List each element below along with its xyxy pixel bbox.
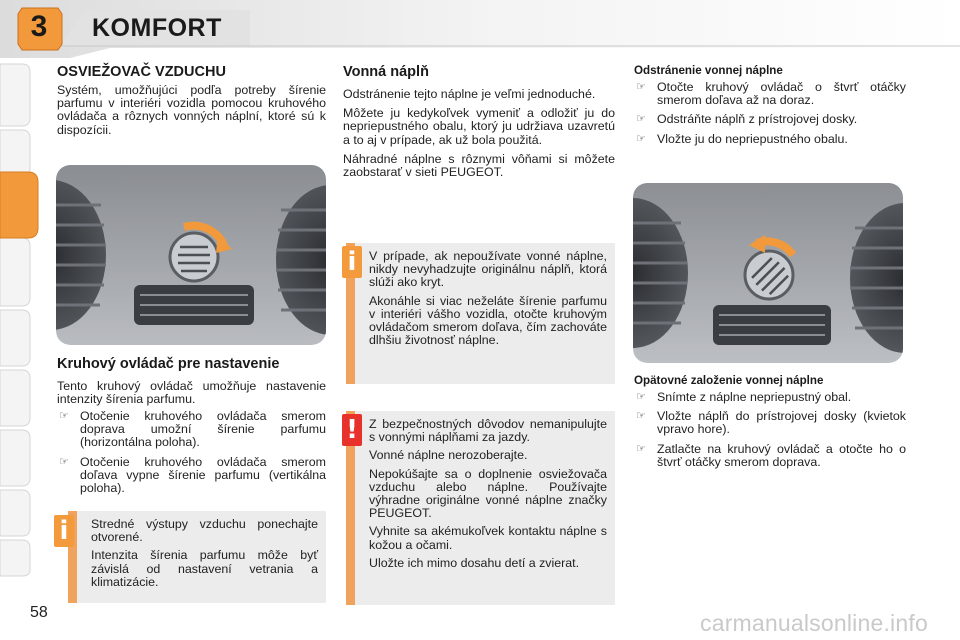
hand-pointer-icon: ☞	[59, 455, 69, 468]
hand-pointer-icon: ☞	[636, 132, 646, 145]
intro-paragraph: Systém, umožňujúci podľa potreby šírenie parfumu v interiéri vozidla pomocou kruhového ovládača a rôznych vonných náplní, ktoré sú k dispozícii.	[57, 83, 326, 137]
list-item	[57, 456, 326, 496]
chapter-tabs	[0, 58, 40, 578]
knob-list	[57, 410, 326, 501]
cartridge-paragraph: Odstránenie tejto náplne je veľmi jednoduché.	[343, 87, 596, 101]
note-paragraph: Uložte ich mimo dosahu detí a zvierat.	[369, 555, 580, 570]
hand-pointer-icon: ☞	[636, 391, 646, 403]
list-item-text: Odstráňte náplň z prístrojovej dosky.	[657, 112, 858, 127]
list-item-text: Vložte náplň do prístrojovej dosky (kvietok vpravo hore).	[657, 409, 906, 437]
list-item	[57, 410, 326, 450]
note-paragraph: Nepokúšajte sa o doplnenie osviežovača vzduchu alebo náplne. Používajte výhradne originálne vonné náplne značky PEUGEOT.	[369, 466, 607, 521]
cartridge-removal-photo	[633, 183, 903, 363]
subsection-title-remove: Odstránenie vonnej náplne	[634, 64, 783, 77]
note-paragraph: Vonné náplne nerozoberajte.	[369, 448, 528, 463]
info-note-vents	[68, 511, 326, 603]
info-note-cartridge	[346, 243, 615, 384]
remove-list	[634, 81, 906, 152]
active-chapter-tab	[0, 172, 38, 238]
list-item	[634, 81, 906, 107]
cartridge-text	[343, 88, 615, 185]
hand-pointer-icon: ☞	[636, 81, 646, 93]
chapter-title: KOMFORT	[92, 14, 222, 42]
list-item-text: Otočenie kruhového ovládača smerom doľava vypne šírenie parfumu (vertikálna poloha).	[80, 454, 326, 496]
knob-intro	[57, 380, 326, 412]
cartridge-paragraph: Môžete ju kedykoľvek vymeniť a odložiť ju do nepriepustného obalu, ktorý ju udržiava uzavretú a to aj v prípade, ak už bola použitá.	[343, 106, 615, 147]
chapter-number: 3	[30, 10, 48, 43]
info-icon: i	[54, 515, 74, 547]
hand-pointer-icon: ☞	[636, 410, 646, 423]
list-item	[634, 410, 906, 436]
note-paragraph: Stredné výstupy vzduchu ponechajte otvorené.	[91, 517, 318, 545]
note-paragraph: Z bezpečnostných dôvodov nemanipulujte s vonnými náplňami za jazdy.	[369, 417, 607, 445]
section-title-cartridge: Vonná náplň	[343, 64, 429, 80]
warning-icon: !	[342, 414, 362, 446]
hand-pointer-icon: ☞	[636, 113, 646, 126]
subsection-title-refit: Opätovné založenie vonnej náplne	[634, 374, 824, 387]
dashboard-knob-photo	[56, 165, 326, 345]
intro-text	[57, 84, 326, 143]
page-number: 58	[30, 604, 48, 621]
list-item-text: Snímte z náplne nepriepustný obal.	[657, 390, 852, 404]
section-title-knob: Kruhový ovládač pre nastavenie	[57, 356, 280, 372]
list-item-text: Vložte ju do nepriepustného obalu.	[657, 131, 848, 146]
list-item	[634, 133, 906, 146]
warning-note-safety	[346, 411, 615, 605]
hand-pointer-icon: ☞	[636, 442, 646, 455]
watermark: carmanualsonline.info	[700, 610, 928, 636]
knob-intro-paragraph: Tento kruhový ovládač umožňuje nastavenie intenzity šírenia parfumu.	[57, 379, 326, 407]
list-item	[634, 391, 906, 404]
list-item-text: Zatlačte na kruhový ovládač a otočte ho o štvrť otáčky smerom doprava.	[657, 441, 906, 469]
note-paragraph: Vyhnite sa akémukoľvek kontaktu náplne s kožou a očami.	[369, 524, 607, 552]
list-item-text: Otočenie kruhového ovládača smerom doprava umožní šírenie parfumu (horizontálna poloha).	[80, 409, 326, 450]
list-item-text: Otočte kruhový ovládač o štvrť otáčky smerom doľava až na doraz.	[657, 80, 906, 108]
note-paragraph: Akonáhle si viac neželáte šírenie parfumu v interiéri vášho vozidla, otočte kruhovým ovládačom smerom doľava, čím zachováte dlhšiu životnosť náplne.	[369, 293, 607, 348]
info-icon: i	[342, 246, 362, 278]
note-paragraph: V prípade, ak nepoužívate vonné náplne, nikdy nevyhadzujte originálnu náplň, ktorá slúži ako kryt.	[369, 249, 607, 290]
hand-pointer-icon: ☞	[59, 410, 69, 422]
list-item	[634, 113, 906, 126]
list-item	[634, 443, 906, 469]
cartridge-paragraph: Náhradné náplne s rôznymi vôňami si môžete zaobstarať v sieti PEUGEOT.	[343, 151, 615, 180]
note-paragraph: Intenzita šírenia parfumu môže byť závislá od nastavení vetrania a klimatizácie.	[91, 548, 318, 589]
section-title-air-freshener: OSVIEŽOVAČ VZDUCHU	[57, 64, 226, 80]
refit-list	[634, 391, 906, 475]
